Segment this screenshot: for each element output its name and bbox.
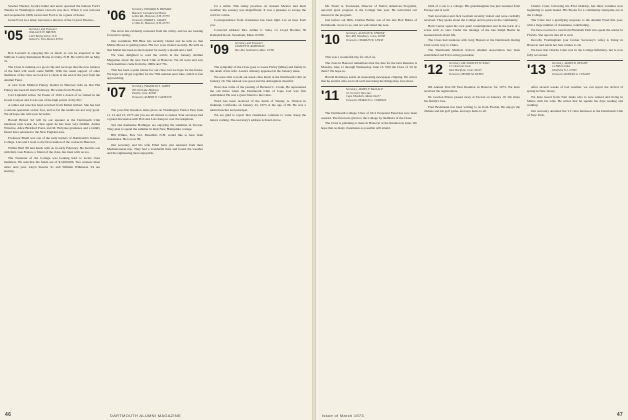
paragraph: The Treasurer of the College was looking hard to locate class members. He said that the funds are of $1,000,000. Two trustees must retire next year. Lloyd Stearns '21 and William Wilkinson '24 are leaving. — [4, 156, 100, 173]
right-column-2 — [424, 4, 520, 418]
right-footer-title: Issue of March 1973 — [322, 413, 364, 418]
paragraph: Dr. Gordon Prince passed away at Tucson on January 19. We share his family's loss. — [424, 94, 520, 103]
left-page — [0, 0, 312, 420]
paragraph: We were delighted to read the article in the January Alumni Magazine about the new Tuck Club at Hanover. We all went and saw Tuck members came from the 1960s and '70s. — [107, 53, 203, 66]
paragraph: Bob Leonard is enjoying life as much as can be expected at the Sullivan County Retirement Home in Unity, N.H. He will be 90 on May 31. — [4, 50, 100, 63]
class-officers: Secretary, EDWARD B. BEEMAN Hanover Convalescent Home Lebbe Rd., Hanover, N.H. 03755 Treasurer, HARRY L. GRANT 11 Mix St., Hanover, N.H. 03755 — [132, 7, 172, 26]
class-year: '12 — [424, 60, 443, 77]
class-header-06 — [107, 7, 203, 26]
class-officers: Secretary, JAMES P. WALLACE 10 Crescent View Ave. Cape Elizabeth, Maine 04107 Treasurer, HORACE G. CORNELL — [346, 87, 387, 103]
paragraph: Mr. Stuart A. Townsend, Director of Native American Programs, reported great progress at the College this year. He welcomed our interest in the program. — [321, 4, 417, 17]
left-column-1 — [4, 4, 100, 418]
paragraph: Carl Liljedahl writes 'At Easter of 1919 a dozen of us visited in the Grand Canyon and it was one of the high points of my life.' — [4, 93, 100, 102]
paragraph: Wilbur Bull '09 had lunch with us in early February. He had his son with him. Gus Fenton, a friend of the class, has been with us too. — [4, 146, 100, 155]
class-year: '13 — [527, 60, 546, 77]
class-header-10 — [321, 30, 417, 52]
class-header-12 — [424, 60, 520, 82]
paragraph: The snow has evidently retreated from the valley, and we are looking forward to spring. — [107, 29, 203, 38]
paragraph: Herb Cantor spent his own quiet contemplation and in the back of a scene such as ours. Under the tutelage of the late Ralph Beebe he learned much about life. — [424, 24, 520, 37]
class-year: '07 — [107, 84, 126, 101]
paragraph: 8th Annual Post-'09 Year Reunion in Hanover for 1973. We have received the registrations. — [424, 84, 520, 93]
paragraph: Ted and Katherine Bollinger are enjoying the sunshine in Tucson. They plan to spend the summer in their New Hampshire cottage. — [107, 122, 203, 131]
paragraph: Stoeber Theatre, Grant's father and uncle operated the famous Ford's Theatre in Washington where Lincoln was shot. When it was restored and reopened in 1968, Grant sent Ford to be a guest of honor. — [4, 4, 100, 17]
paragraph: The Dartmouth College Class of 1911 Perpetual Fund has now been assured. The fund was given to the College by members of the Class. — [321, 111, 417, 120]
paragraph: Corrected address: Mrs. Arthur C. Saba, c/o Lloyd Brother, 30 Ramsdell Road, Stoneham, Mass. 02180. — [210, 28, 306, 37]
paragraph: Tom Grosvenor and Jack Gorham recently visited and were cordially received. They spoke about the College and its place in the community. — [424, 14, 520, 23]
class-year: '10 — [321, 30, 340, 47]
class-officers: Secretary, JAMES B. WEIGHT 14 Hillcrest Rd. Westfield, N.J. 07090 Treasurer, ROBERT A. CONANT — [552, 60, 591, 76]
class-year: '09 — [210, 40, 229, 57]
paragraph: The Class is planning to meet in Hanover at the Reunion in June. We hope that as many classmates as possible will attend. — [321, 121, 417, 130]
paragraph: The post-War Reunion takes place on Washington Patriot Pass June 11, 12 and 13, 1973 and you are all invited to attend. Your secretary had a grand discussion with Bob and Lois Kenyon over the telephone. — [107, 108, 203, 121]
page-number: 47 — [616, 412, 623, 418]
paragraph: birth of a son to a college. His granddaughter has just returned from Europe and is well. — [424, 4, 520, 13]
paragraph: The Class is running at a good clip and we hope that the new balance of the fund will reach some $2000. With the usual support of other members of the class we look for a check at the end of the year from the Alumni Fund. — [4, 64, 100, 82]
paragraph: Professor Bisell was one of the early leaders of Dartmouth's Science College. Lisa and I went to the first reunion of the course in Hanover. — [4, 136, 100, 145]
class-officers: Secretary and Treasurer WALLACE H. BROWN 1410 Wesley Drive, N.E. Santa Fe, New Mexico 87501 — [29, 26, 64, 42]
paragraph: The Class had a gratifying response to the Alumni Fund this year, with a large number of classmates contributing. — [527, 18, 623, 27]
class-year: '11 — [321, 87, 340, 104]
class-header-07 — [107, 83, 203, 105]
paragraph: Grant Ford, in a letter, has been a director of the Crystal Theatre... — [8, 18, 96, 23]
left-column-2 — [107, 4, 203, 418]
paragraph: This has been a quiet winter for our class, but we hope for the future. We hope we all get together for the 70th reunion next June, which is fast approaching. — [107, 67, 203, 80]
class-header-09 — [210, 40, 306, 62]
right-column-1 — [321, 4, 417, 418]
class-year: '06 — [107, 7, 126, 23]
paragraph: Dorothy Frothingham (our former Secretary's wife) is living in Hanover and sends her best wishes to all. — [527, 38, 623, 47]
page-number: 46 — [5, 412, 12, 418]
paragraph: This was a wonderful trip for all of us. — [325, 54, 376, 59]
paragraph: Just before our 60th, Charles Butler, son of the late Bob Butler of Dartmouth, wrote to us, and we welcomed the note. — [321, 18, 417, 27]
right-footer — [617, 412, 623, 418]
left-footer-title: DARTMOUTH ALUMNI MAGAZINE — [110, 413, 181, 418]
class-officers: Secretary, FRANKLIN S. JAMES 995 Old Lake Highway Pueblo, Colo. 81008 Treasurer, ALBERT P. CALHOUN — [132, 84, 172, 100]
paragraph: We are glad to report that classmates continue to write. Keep the letters coming. The secretary's address is listed above. — [210, 113, 306, 122]
class-header-05 — [4, 26, 100, 48]
paragraph: The class in Hanover remembers that the date for the next Reunion is Monday, June 11 through Wednesday, June 13. Will the Class of '10 be there? We hope so. — [321, 60, 417, 73]
paragraph: News has come of the passing of Bernard C. Cronk. He represented the old times when the Dartmouth Club of Cape Cod was first established. He was a great friend to the Class. — [210, 84, 306, 98]
paragraph: Our secretary and his wife Ethel have just returned from their Mediterranean trip. They had a wonderful time and found the weather and the sightseeing most enjoyable. — [107, 142, 203, 155]
paragraph: The Class had reunions with Jerry Benard at the Dartmouth Outing Club on his way to China. — [424, 38, 520, 47]
paragraph: After several weeks of bad weather, we can report the arrival of spring in New Jersey. — [527, 84, 623, 93]
paragraph: A rather sad note has been received from Mabel Gilbert. She has had a serious operation on her foot, and so far the results are not very good. We all hope she will soon be better. — [4, 103, 100, 116]
paragraph: Our roommate Bill Blue has recently visited and he tells us that Mable Moore is getting better. His two sons visited recently. He tells us that Mabel has been in the hospital for nearly a month and a half. — [107, 39, 203, 52]
right-column-3 — [527, 4, 623, 418]
paragraph: A card from Mildred Putney mailed in Hanover tells us that Hal Putney has been ill since February. He writes from Florida. — [4, 83, 100, 92]
paragraph: Our secretary attended the '13 class luncheon at the Dartmouth Club of New York. — [527, 109, 623, 118]
paragraph: Harold Bristol '42 will be our speaker at the Dartmouth Club luncheon next week. As class agent he has been very faithful. Arthur Winslow, Alice Bickford Pond, and M. Holyoke graduates and a family friend have returned to the New England area. — [4, 117, 100, 135]
paragraph: The sympathy of the Class goes to Laura Farley (Mike) and family in the death of his wife. Laura's obituary appeared in the January issue. — [210, 64, 306, 73]
class-officers: Secretary and Treasurer STANLEY B. ROBINSON Box 492, Southwick, Mass. 01760 — [235, 40, 275, 52]
paragraph: Fred Beckmann has been writing to us from Florida. He enjoys the climate and his golf game, and says hello to all. — [424, 104, 520, 113]
left-footer — [5, 412, 11, 418]
right-page — [316, 0, 628, 420]
class-officers: Secretary, DR. STANLEY W. WILD 15 Glencourt Lane West Hartford, Conn. 06107 Treasurer, HENRY M. KEYES — [449, 60, 490, 76]
paragraph: Charlie Cann, following his 83rd birthday, has three volumes now beginning to seem bound. His Books for a community enterprise are at the College. — [527, 4, 623, 17]
class-header-11 — [321, 86, 417, 108]
class-year: '05 — [4, 26, 23, 43]
paragraph: We were able to hold our usual class lunch at the Dartmouth Club on January 10. The turnout was good and the atmosphere cheerful. — [210, 74, 306, 83]
paragraph: We hear that Charlie Cann was in the College Infirmary, but is now fully recovered. — [527, 48, 623, 57]
paragraph: We have received a card from Elizabeth Park who spent the winter in Florida. She reports that all is well. — [527, 28, 623, 37]
paragraph: Bill Wilkes, Box 512, Meredith, N.H. would like to hear from classmates. He is now 89. — [107, 132, 203, 141]
paragraph: The Dartmouth Medical School Alumni Association has been established and Ed is acting president. — [424, 48, 520, 57]
left-column-3 — [210, 4, 306, 418]
paragraph: We have heard from Tom Jenks who is now retired and living in Maine with his wife. He writes that he spends his days reading and walking. — [527, 94, 623, 108]
class-header-13 — [527, 60, 623, 82]
class-officers: Secretary, ALLISON W. THAYER Box 468, Woodbury, Conn. 06798 Treasurer, CHARLES W. LEWIS — [346, 30, 385, 42]
paragraph: Harold Robinson sends an interesting newspaper clipping. He writes that he and his wife are both well and doing the things they love most. — [321, 74, 417, 83]
paragraph: Word has been received of the death of Wesley A. Watson in Oakland, California on January 22, 1973 at the age of 86. He was a retired teacher and principal. — [210, 99, 306, 112]
paragraph: for a while. This sunny province on western Mexico had ideal weather; the scenery was magnificent. It was a pleasure to escape the cold for a time. — [210, 4, 306, 17]
paragraph: Correspondence from classmates has been light. Let us hear from you. — [210, 18, 306, 27]
